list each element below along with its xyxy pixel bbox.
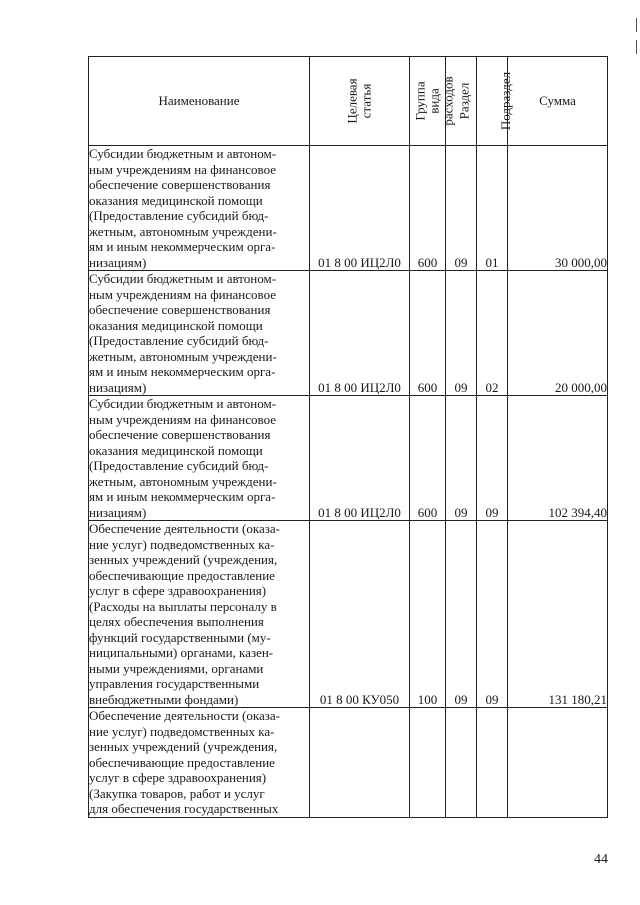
row-name: Субсидии бюджетным и автоном- ным учреждениям на финансовое обеспечение совершенствования оказания медицинской помощи (Предоставление субсидий бюд- жетным, автономным учреждени- ям и иным некоммерческим орга- низациям) [89, 396, 310, 521]
row-target: 01 8 00 ИЦ2Л0 [310, 146, 410, 271]
table-row [89, 396, 608, 521]
budget-table [88, 56, 608, 818]
header-group [410, 57, 456, 146]
row-target: 01 8 00 ИЦ2Л0 [310, 396, 410, 521]
page-number: 44 [594, 852, 608, 867]
table-row [89, 708, 608, 818]
header-section-label: Раздел [456, 82, 472, 120]
header-target-label: Целевая статья [344, 78, 374, 124]
row-subsection: 01 [477, 146, 508, 271]
header-sum-label: Сумма [539, 93, 576, 109]
row-group: 600 [410, 396, 446, 521]
table-row [89, 521, 608, 708]
header-subsection-label: Подраздел [498, 72, 514, 131]
row-sum: 131 180,21 [508, 521, 608, 708]
row-target: 01 8 00 ИЦ2Л0 [310, 271, 410, 396]
header-target [310, 57, 410, 146]
table-row [89, 146, 608, 271]
row-sum [508, 708, 608, 818]
scan-edge-mark [636, 18, 637, 32]
row-subsection: 02 [477, 271, 508, 396]
row-group: 100 [410, 521, 446, 708]
row-group: 600 [410, 146, 446, 271]
row-subsection [477, 708, 508, 818]
row-name: Субсидии бюджетным и автоном- ным учреждениям на финансовое обеспечение совершенствования оказания медицинской помощи (Предоставление субсидий бюд- жетным, автономным учреждени- ям и иным некоммерческим орга- низациям) [89, 146, 310, 271]
row-section: 09 [446, 396, 477, 521]
header-group-label: Группа вида расходов [412, 76, 456, 126]
row-sum: 20 000,00 [508, 271, 608, 396]
row-sum: 30 000,00 [508, 146, 608, 271]
row-subsection: 09 [477, 521, 508, 708]
header-row [89, 57, 608, 146]
row-section [446, 708, 477, 818]
row-subsection: 09 [477, 396, 508, 521]
row-group: 600 [410, 271, 446, 396]
header-subsection [477, 57, 514, 146]
row-target [310, 708, 410, 818]
row-name: Обеспечение деятельности (оказа- ние услуг) подведомственных ка- зенных учреждений (учреждения, обеспечивающие предоставление услуг в сфере здравоохранения) (Закупка товаров, работ и услуг для обеспечения государственных [89, 708, 310, 818]
row-group [410, 708, 446, 818]
scan-edge-mark [636, 40, 637, 54]
row-target: 01 8 00 КУ050 [310, 521, 410, 708]
header-name-label: Наименование [158, 93, 240, 109]
row-name: Субсидии бюджетным и автоном- ным учреждениям на финансовое обеспечение совершенствования оказания медицинской помощи (Предоставление субсидий бюд- жетным, автономным учреждени- ям и иным некоммерческим орга- низациям) [89, 271, 310, 396]
header-name [89, 57, 310, 146]
row-section: 09 [446, 271, 477, 396]
row-name: Обеспечение деятельности (оказа- ние услуг) подведомственных ка- зенных учреждений (учреждения, обеспечивающие предоставление услуг в сфере здравоохранения) (Расходы на выплаты персоналу в целях обеспечения выполнения функций государственными (му- ниципальными) органами, казен- ными учреждениями, органами управления государственными внебюджетными фондами) [89, 521, 310, 708]
header-sum [508, 57, 608, 146]
row-sum: 102 394,40 [508, 396, 608, 521]
row-section: 09 [446, 521, 477, 708]
row-section: 09 [446, 146, 477, 271]
table-row [89, 271, 608, 396]
